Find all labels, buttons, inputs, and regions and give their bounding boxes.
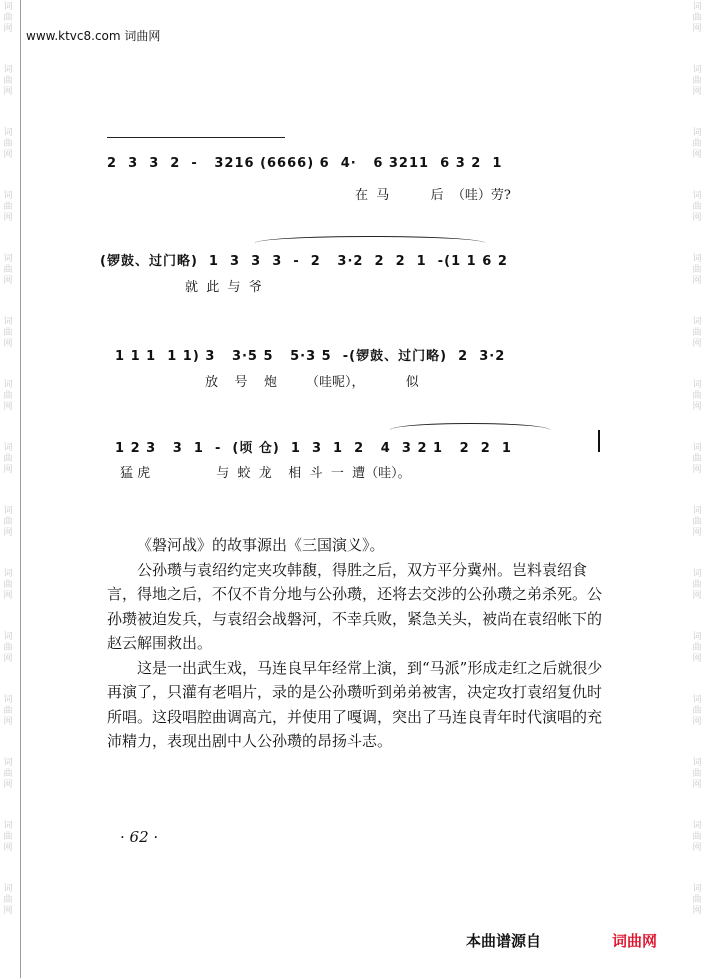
slur — [390, 423, 550, 430]
watermark-text: 词曲网 — [3, 380, 13, 412]
watermark-text: 词曲网 — [3, 443, 13, 475]
slur — [255, 236, 485, 243]
watermark-text: 词曲网 — [692, 569, 702, 601]
brand-link[interactable]: 词曲网 — [612, 932, 658, 950]
paragraph: 《磐河战》的故事源出《三国演义》。 — [137, 536, 385, 554]
watermark-text: 词曲网 — [692, 695, 702, 727]
watermark-text: 词曲网 — [692, 380, 702, 412]
watermark-text: 词曲网 — [692, 506, 702, 538]
margin-rule — [20, 0, 21, 978]
watermark-text: 词曲网 — [3, 884, 13, 916]
watermark-text: 词曲网 — [3, 191, 13, 223]
score-line-1-notes: 2 3 3 2 - 3216 (6666) 6 4· 6 3211 6 3 2 1 — [107, 156, 503, 171]
watermark-right — [691, 0, 703, 917]
watermark-text: 词曲网 — [692, 884, 702, 916]
score-line-4-notes: 1 2 3 3 1 - (顷 仓) 1 3 1 2 4 3 2 1 2 2 1 — [115, 441, 512, 456]
page-number: · 62 · — [120, 828, 159, 846]
watermark-text: 词曲网 — [3, 569, 13, 601]
watermark-text: 词曲网 — [692, 821, 702, 853]
watermark-text: 词曲网 — [3, 632, 13, 664]
tie-line — [107, 137, 285, 138]
site-header: www.ktvc8.com 词曲网 — [26, 29, 161, 43]
article-body — [107, 533, 607, 754]
score-line-4-lyrics: 猛 虎 与 蛟 龙 相 斗 一 遭（哇）。 — [120, 466, 411, 481]
watermark-text: 词曲网 — [3, 506, 13, 538]
watermark-text: 词曲网 — [3, 821, 13, 853]
watermark-text: 词曲网 — [3, 317, 13, 349]
paragraph: 这是一出武生戏，马连良早年经常上演，到“马派”形成走红之后就很少再演了，只灌有老唱片，录的是公孙瓒听到弟弟被害，决定攻打袁绍复仇时所唱。这段唱腔曲调高亢，并使用了嘎调，突出了马连良青年时代演唱的充沛精力，表现出剧中人公孙瓒的昂扬斗志。 — [107, 658, 603, 750]
watermark-text: 词曲网 — [692, 758, 702, 790]
watermark-text: 词曲网 — [692, 128, 702, 160]
watermark-text: 词曲网 — [3, 65, 13, 97]
watermark-text: 词曲网 — [692, 254, 702, 286]
score-line-3-lyrics: 放 号 炮 （哇呢）， 似 — [205, 375, 419, 390]
paragraph: 公孙瓒与袁绍约定夹攻韩馥，得胜之后，双方平分冀州。岂料袁绍食言，得地之后，不仅不肯分地与公孙瓒，还将去交涉的公孙瓒之弟杀死。公孙瓒被迫发兵，与袁绍会战磐河，不幸兵败，紧急关头，被尚在袁绍帐下的赵云解围救出。 — [107, 560, 603, 652]
source-label: 本曲谱源自 — [466, 932, 542, 950]
watermark-text: 词曲网 — [3, 128, 13, 160]
watermark-text: 词曲网 — [692, 65, 702, 97]
watermark-text: 词曲网 — [692, 191, 702, 223]
watermark-text: 词曲网 — [692, 317, 702, 349]
watermark-text: 词曲网 — [692, 632, 702, 664]
score-line-2-lyrics: 就 此 与 爷 — [185, 280, 262, 295]
watermark-text: 词曲网 — [692, 443, 702, 475]
watermark-text: 词曲网 — [692, 2, 702, 34]
watermark-left — [2, 0, 14, 917]
score-line-2-notes: (锣鼓、过门略) 1 3 3 3 - 2 3·2 2 2 1 -(1 1 6 2 — [100, 254, 508, 269]
score-line-3-notes: 1 1 1 1 1) 3 3·5 5 5·3 5 -(锣鼓、过门略) 2 3·2 — [115, 349, 506, 364]
watermark-text: 词曲网 — [3, 758, 13, 790]
final-barline — [598, 430, 600, 452]
watermark-text: 词曲网 — [3, 695, 13, 727]
watermark-text: 词曲网 — [3, 2, 13, 34]
watermark-text: 词曲网 — [3, 254, 13, 286]
score-line-1-lyrics: 在 马 后 （哇）劳? — [355, 188, 511, 203]
